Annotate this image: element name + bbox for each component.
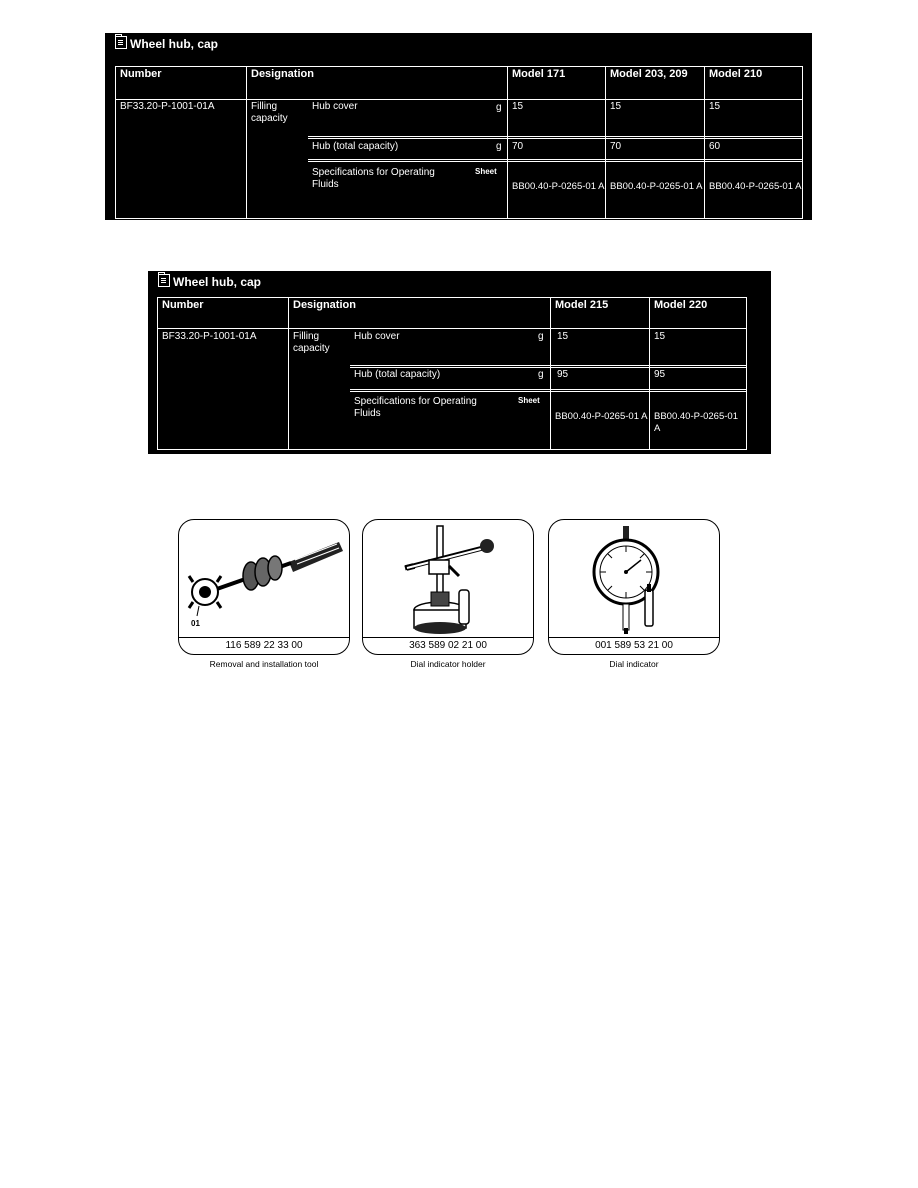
tool-callout-label: 01 [191,619,200,628]
header-model: Model 203, 209 [610,68,688,80]
header-number: Number [120,68,162,80]
header-model: Model 210 [709,68,763,80]
dial-indicator-icon [549,520,719,638]
row-unit: g [496,141,502,152]
tool-part-number: 363 589 02 21 00 [363,637,533,654]
cell-value: BB00.40-P-0265-01 A [709,181,802,192]
cell-value: 70 [610,141,622,152]
row-label: Hub cover [354,331,400,342]
cell-value: BB00.40-P-0265-01 A [654,411,738,434]
dial-indicator-holder-icon [363,520,533,638]
header-designation: Designation [251,68,314,80]
group-label: Filling capacity [293,331,330,354]
header-model: Model 171 [512,68,566,80]
tool-caption: Dial indicator holder [410,659,486,669]
cell-value: 15 [654,331,666,342]
cell-value: 15 [512,101,524,112]
document-icon [158,274,170,287]
cell-value: 95 [557,369,569,380]
tool-card-dial-indicator-holder [362,519,534,655]
row-unit: g [496,102,502,113]
tool-caption: Removal and installation tool [209,659,319,669]
row-label: Hub cover [312,101,358,112]
row-label: Hub (total capacity) [312,141,399,152]
document-number: BF33.20-P-1001-01A [120,101,215,112]
row-unit: g [538,331,544,342]
row-unit: g [538,369,544,380]
document-number: BF33.20-P-1001-01A [162,331,257,342]
cell-value: 95 [654,369,666,380]
cell-value: BB00.40-P-0265-01 A [610,181,703,192]
tool-part-number: 001 589 53 21 00 [549,637,719,654]
spec-table-1 [105,33,812,220]
row-unit: Sheet [518,396,540,405]
cell-value: 70 [512,141,524,152]
tool-caption: Dial indicator [609,659,659,669]
header-model: Model 215 [555,299,609,311]
spec-table-2 [148,271,771,454]
row-label: Specifications for Operating Fluids [354,396,477,419]
cell-value: BB00.40-P-0265-01 A [555,411,648,422]
tool-card-removal-installation [178,519,350,655]
header-designation: Designation [293,299,356,311]
tool-part-number: 116 589 22 33 00 [179,637,349,654]
cell-value: 15 [557,331,569,342]
document-icon [115,36,127,49]
tool-card-dial-indicator [548,519,720,655]
cell-value: 15 [610,101,622,112]
cell-value: 15 [709,101,721,112]
header-number: Number [162,299,204,311]
removal-installation-tool-icon [179,520,349,638]
cell-value: BB00.40-P-0265-01 A [512,181,605,192]
row-unit: Sheet [475,167,497,176]
table-title: Wheel hub, cap [158,275,261,289]
cell-value: 60 [709,141,721,152]
row-label: Hub (total capacity) [354,369,441,380]
group-label: Filling capacity [251,101,288,124]
table-title: Wheel hub, cap [115,37,218,51]
row-label: Specifications for Operating Fluids [312,167,435,190]
header-model: Model 220 [654,299,708,311]
